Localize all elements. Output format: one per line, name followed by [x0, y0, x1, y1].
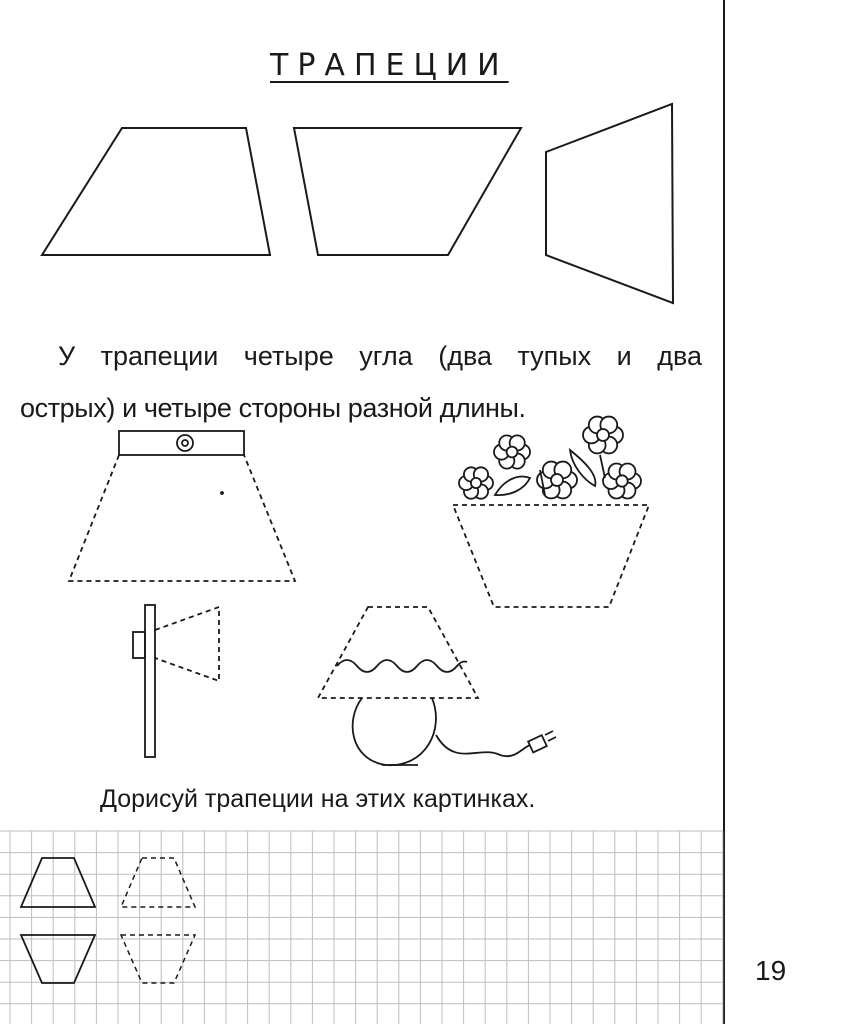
table-lamp [318, 607, 556, 765]
paragraph-line-1: У трапеции четыре угла (два тупых и два [58, 341, 702, 371]
flower [459, 467, 493, 498]
lampshade [69, 431, 295, 581]
wall-lamp [133, 605, 219, 757]
instruction-text: Дорисуй трапеции на этих картинках. [100, 785, 536, 813]
flower-center [616, 475, 627, 486]
flower-pot [453, 417, 649, 607]
hexagon-dashed [121, 858, 195, 983]
definition-paragraph [20, 330, 702, 434]
trapezoid-sideways [546, 104, 673, 303]
trapezoid-inverted [294, 128, 521, 255]
graph-paper-grid [0, 831, 723, 1024]
trapezoid-left [42, 128, 270, 255]
flower [494, 435, 530, 468]
flower-center [551, 474, 563, 486]
flower-center [471, 478, 481, 488]
page-number: 19 [755, 955, 787, 986]
flower [537, 462, 577, 499]
paragraph-line-2: острых) и четыре стороны разной длины. [20, 393, 526, 423]
flower [603, 463, 641, 498]
flower-center [507, 447, 518, 458]
page-title: ТРАПЕЦИИ [270, 48, 509, 83]
